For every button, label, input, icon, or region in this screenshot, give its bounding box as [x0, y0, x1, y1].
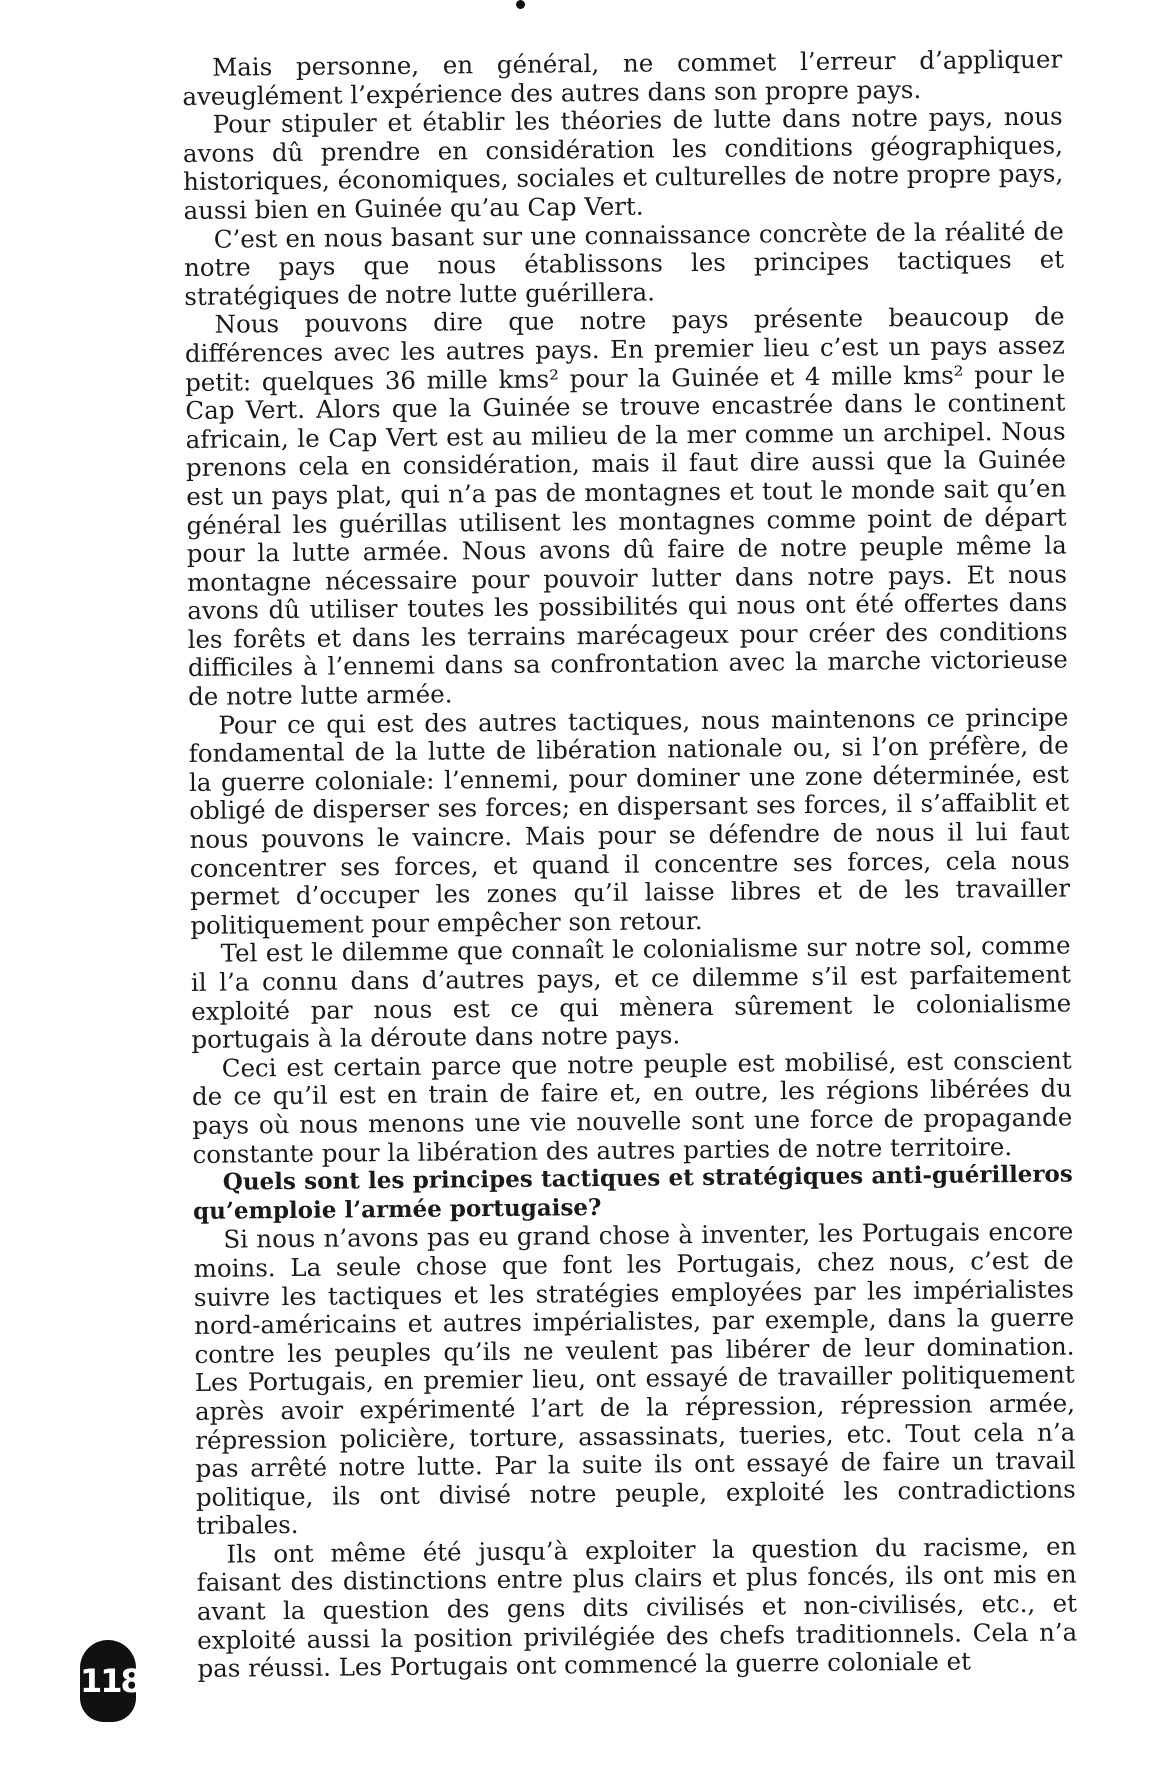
print-mark	[516, 0, 525, 9]
paragraph: C’est en nous basant sur une connaissance concrète de la réalité de notre pays que nous établissons les principes tactiques et stratégiques de notre lutte guérillera.	[183, 216, 1065, 311]
interview-question: Quels sont les principes tactiques et stratégiques anti-guérilleros qu’emploie l’armée portugaise?	[192, 1160, 1073, 1225]
paragraph: Nous pouvons dire que notre pays présente beaucoup de différences avec les autres pays. En premier lieu c’est un pays assez petit: quelques 36 mille kms² pour la Guinée et 4 mille kms² pour le Cap Vert. Alors que la Guinée se trouve encastrée dans le continent africain, le Cap Vert est au milieu de la mer comme un archipel. Nous prenons cela en considération, mais il faut dire aussi que la Guinée est un pays plat, qui n’a pas de montagnes et tout le monde sait qu’en général les guérillas utilisent les montagnes comme point de départ pour la lutte armée. Nous avons dû faire de notre peuple même la montagne nécessaire pour pouvoir lutter dans notre pays. Et nous avons dû utiliser toutes les possibilités qui nous ont été offertes dans les forêts et dans les terrains marécageux pour créer des conditions difficiles à l’ennemi dans sa confrontation avec la marche victorieuse de notre lutte armée.	[184, 301, 1068, 712]
paragraph: Pour stipuler et établir les théories de lutte dans notre pays, nous avons dû prendre en considération les conditions géographiques, historiques, économiques, sociales et culturelles de notre propre pays, aussi bien en Guinée qu’au Cap Vert.	[182, 101, 1064, 225]
paragraph: Ils ont même été jusqu’à exploiter la question du racisme, en faisant des distinctions entre plus clairs et plus foncés, ils ont mis en avant la question des gens dits civilisés et non-civilisés, etc., et exploité aussi la position privilégiée des chefs traditionnels. Cela n’a pas réussi. Les Portugais ont commencé la guerre coloniale et	[196, 1531, 1078, 1684]
paragraph: Tel est le dilemme que connaît le colonialisme sur notre sol, comme il l’a connu dans d’autres pays, et ce dilemme s’il est parfaitement exploité par nous est ce qui mènera sûrement le colonialisme portugais à la déroute dans notre pays.	[190, 930, 1072, 1055]
text-column	[182, 46, 1078, 1684]
paragraph: Mais personne, en général, ne commet l’erreur d’appliquer aveuglément l’expérience des autres dans son propre pays.	[182, 44, 1063, 111]
paragraph: Pour ce qui est des autres tactiques, nous maintenons ce principe fondamental de la lutte de libération nationale ou, si l’on préfère, de la guerre coloniale: l’ennemi, pour dominer une zone déterminée, est obligé de disperser ses forces; en dispersant ses forces, il s’affaiblit et nous pouvons le vaincre. Mais pour se défendre de nous il lui faut concentrer ses forces, et quand il concentre ses forces, cela nous permet d’occuper les zones qu’il laisse libres et de les travailler politiquement pour empêcher son retour.	[188, 702, 1071, 940]
paragraph: Ceci est certain parce que notre peuple est mobilisé, est conscient de ce qu’il est en train de faire et, en outre, les régions libérées du pays où nous menons une vie nouvelle sont une force de propagande constante pour la libération des autres parties de notre territoire.	[191, 1045, 1073, 1169]
paragraph: Si nous n’avons pas eu grand chose à inventer, les Portugais encore moins. La seule chose que font les Portugais, chez nous, c’est de suivre les tactiques et les stratégies employées par les impérialistes nord-américains et autres impérialistes, par exemple, dans la guerre contre les peuples qu’ils ne veulent pas libérer de leur domination. Les Portugais, en premier lieu, ont essayé de travailler politiquement après avoir expérimenté l’art de la répression, répression armée, répression policière, torture, assassinats, tueries, etc. Tout cela n’a pas arrêté notre lutte. Par la suite ils ont essayé de faire un travail politique, ils ont divisé notre peuple, exploité les contradictions tribales.	[193, 1216, 1076, 1541]
page-number: 118	[80, 1640, 136, 1722]
